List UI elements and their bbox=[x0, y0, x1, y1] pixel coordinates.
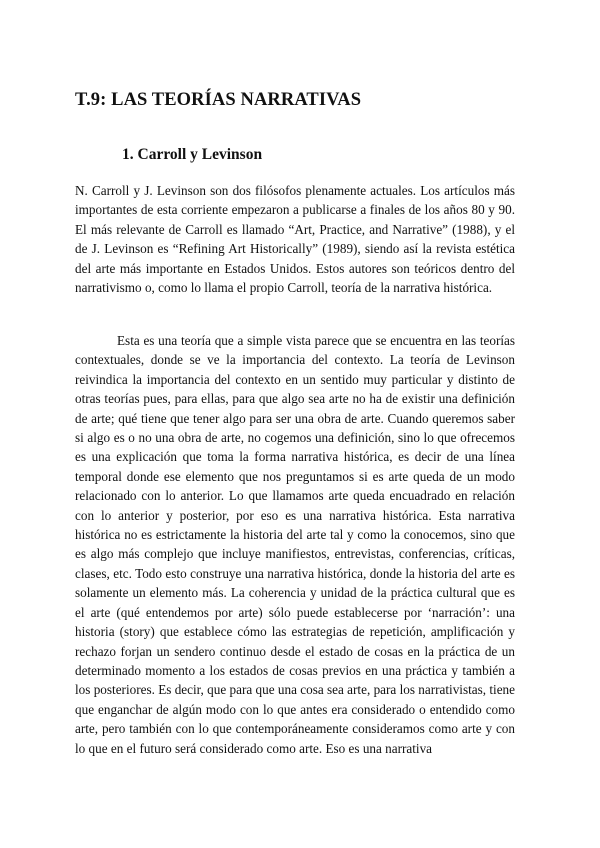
section-heading: 1. Carroll y Levinson bbox=[122, 146, 263, 163]
document-title: T.9: LAS TEORÍAS NARRATIVAS bbox=[75, 90, 362, 110]
paragraph-intro: N. Carroll y J. Levinson son dos filósofos plenamente actuales. Los artículos más importantes de esta corriente empezaron a publicarse a finales de los años 80 y 90. El más relevante de Carroll es llamado “Art, Practice, and Narrative” (1988), y el de J. Levinson es “Refining Art Historically” (1989), siendo así la revista estética del arte más importante en Estados Unidos. Estos autores son teóricos dentro del narrativismo o, como lo llama el propio Carroll, teoría de la narrativa histórica. bbox=[75, 183, 515, 296]
paragraph-body: Esta es una teoría que a simple vista parece que se encuentra en las teorías contextuales, donde se ve la importancia del contexto. La teoría de Levinson reivindica la importancia del contexto en un sentido muy particular y distinto de otras teorías pues, para ellas, para que algo sea arte no ha de existir una definición de arte; qué tiene que tener algo para ser una obra de arte. Cuando queremos saber si algo es o no una obra de arte, no cogemos una definición, sino lo que ofrecemos es una explicación que toma la forma narrativa histórica, es decir de una línea temporal donde ese elemento que nos preguntamos si es arte queda de un modo relacionado con lo anterior. Lo que llamamos arte queda encuadrado en relación con lo anterior y posterior, por eso es una narrativa histórica. Esta narrativa histórica no es estrictamente la historia del arte tal y como la conocemos, sino que es algo más complejo que incluye manifiestos, entrevistas, conferencias, críticas, clases, etc. Todo esto construye una narrativa histórica, donde la historia del arte es solamente un elemento más. La coherencia y unidad de la práctica cultural que es el arte (qué entendemos por arte) sólo puede establecerse por ‘narración’: una historia (story) que establece cómo las estrategias de repetición, amplificación y rechazo forjan un sendero continuo desde el estado de cosas en la práctica de un determinado momento a los estados de cosas previos en una práctica y también a los posteriores. Es decir, que para que una cosa sea arte, para los narrativistas, tiene que enganchar de algún modo con lo que antes era considerado o entendido como arte, pero también con lo que contemporáneamente consideramos como arte y con lo que en el futuro será considerado como arte. Eso es una narrativa bbox=[75, 333, 515, 756]
